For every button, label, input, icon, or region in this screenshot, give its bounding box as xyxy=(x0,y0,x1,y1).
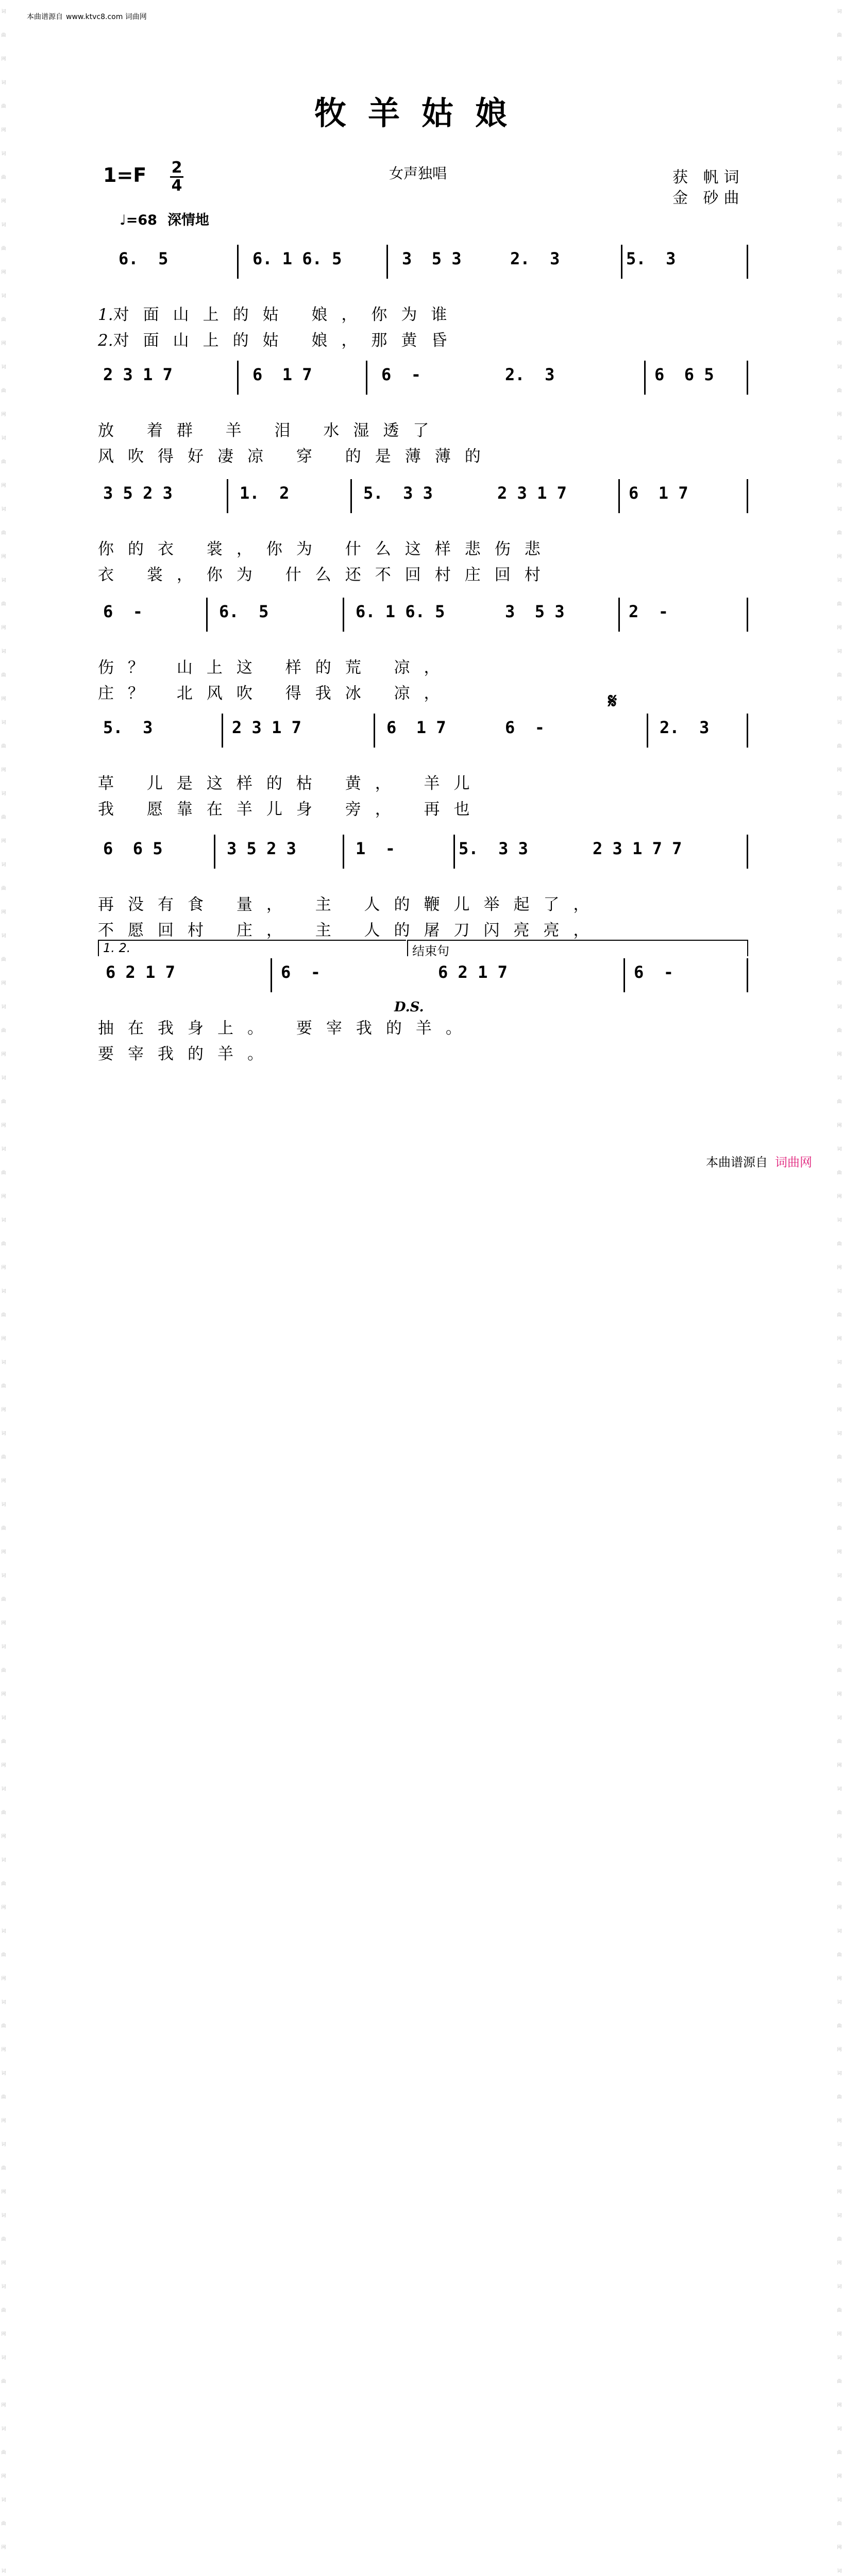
measure: 1 - xyxy=(356,839,396,858)
bar-line xyxy=(453,835,455,869)
lyric-text: 你的衣 裳，你为 什么这样悲伤悲 xyxy=(98,540,554,558)
lyric-text: 庄？ 北风吹 得我冰 凉， xyxy=(98,684,454,703)
time-sig-top: 2 xyxy=(171,159,182,177)
time-signature xyxy=(170,160,183,194)
bar-line xyxy=(343,835,344,869)
notes-row xyxy=(98,598,748,632)
measure: 3 5 3 xyxy=(505,602,565,621)
header-source xyxy=(27,11,147,22)
lyric-line xyxy=(98,891,748,914)
bar-line xyxy=(214,835,215,869)
bar-line xyxy=(237,245,239,279)
lyric-text: 不愿回村 庄， 主 人的屠刀闪亮亮， xyxy=(98,921,603,940)
measure: 6 2 1 7 xyxy=(106,962,175,982)
bar-line xyxy=(222,714,223,748)
measure: 2. 3 xyxy=(660,718,710,737)
lyric-line xyxy=(98,1041,748,1064)
header-site-label: 本曲谱源自 xyxy=(27,13,63,21)
bar-line xyxy=(227,479,228,513)
bar-line xyxy=(618,479,620,513)
bar-line xyxy=(374,714,375,748)
notes-row xyxy=(98,479,748,513)
measure: 6 - xyxy=(103,602,143,621)
lyric-line xyxy=(98,1015,748,1038)
composer-credit: 金 砂曲 xyxy=(672,189,745,207)
bar-line xyxy=(644,361,646,395)
bar-line xyxy=(747,245,748,279)
lyric-text: 再没有食 量， 主 人的鞭儿举起了， xyxy=(98,895,603,914)
lyric-line xyxy=(98,417,748,440)
footer-source-label: 本曲谱源自 xyxy=(706,1155,768,1170)
notes-row xyxy=(98,361,748,395)
bar-line xyxy=(647,714,648,748)
measure: 6 1 7 xyxy=(629,483,688,503)
measure: 2 3 1 7 xyxy=(497,483,567,503)
measure: 3 5 2 3 xyxy=(227,839,296,858)
left-watermark-strip: 词曲网词曲网词曲网词曲网词曲网词曲网词曲网词曲网词曲网词曲网词曲网词曲网词曲网词曲网词曲网词曲网词曲网词曲网词曲网词曲网词曲网词曲网词曲网词曲网词曲网词曲网词曲网词曲网词曲网词曲网词曲网词曲网词曲网词曲网词曲网词曲网词 xyxy=(1,9,6,2574)
footer-source xyxy=(706,1152,812,1170)
lyric-text: 放 着群 羊 泪 水湿透了 xyxy=(98,421,443,440)
lyric-line xyxy=(98,680,748,703)
lyric-text: 草 儿是这样的枯 黄， 羊儿 xyxy=(98,774,484,793)
bar-line xyxy=(366,361,367,395)
lyric-text: 风吹得好凄凉 穿 的是薄薄的 xyxy=(98,447,495,466)
lyric-text: 伤？ 山上这 样的荒 凉， xyxy=(98,658,454,677)
measure: 6 - xyxy=(505,718,545,737)
bar-line xyxy=(237,361,239,395)
measure: 2 3 1 7 xyxy=(103,365,173,384)
bar-line xyxy=(618,598,620,632)
header-url[interactable]: www.ktvc8.com 词曲网 xyxy=(66,13,147,21)
measure: 6 - xyxy=(281,962,321,982)
bar-line xyxy=(206,598,208,632)
lyric-text: 抽在我身上。 要宰我的羊。 xyxy=(98,1019,476,1038)
measure: 3 5 2 3 xyxy=(103,483,173,503)
measure: 2 - xyxy=(629,602,669,621)
notes-row xyxy=(98,245,748,279)
lyric-text: 对面山上的姑 娘，你为谁 xyxy=(113,306,461,324)
bar-line xyxy=(386,245,388,279)
notes-row xyxy=(98,958,748,992)
lyric-line xyxy=(98,536,748,559)
expression-mark: 深情地 xyxy=(167,212,209,228)
measure: 2. 3 xyxy=(505,365,555,384)
volta-first-ending: 1. 2. xyxy=(98,940,406,956)
credits xyxy=(672,167,745,209)
time-sig-bottom: 4 xyxy=(171,177,182,195)
measure: 6. 1 6. 5 xyxy=(356,602,445,621)
segno-sign: 𝄋 xyxy=(608,689,617,713)
measure: 6 2 1 7 xyxy=(438,962,508,982)
bar-line xyxy=(747,835,748,869)
tempo-marking xyxy=(120,209,209,229)
bar-line xyxy=(343,598,344,632)
measure: 3 5 3 xyxy=(402,249,462,268)
song-title: 牧羊姑娘 xyxy=(314,94,529,132)
lyric-line xyxy=(98,562,748,585)
lyric-line xyxy=(98,327,748,350)
tempo-value: ♩=68 xyxy=(120,212,157,228)
measure: 1. 2 xyxy=(240,483,290,503)
measure: 6 - xyxy=(634,962,674,982)
lyric-text: 要宰我的羊。 xyxy=(98,1045,277,1063)
measure: 6. 5 xyxy=(219,602,269,621)
measure: 5. 3 3 xyxy=(363,483,433,503)
lyric-line xyxy=(98,770,748,793)
lyric-line xyxy=(98,301,748,325)
measure: 6. 1 6. 5 xyxy=(252,249,342,268)
measure: 6. 5 xyxy=(119,249,168,268)
bar-line xyxy=(350,479,352,513)
measure: 6 6 5 xyxy=(103,839,163,858)
lyricist-credit: 获 帆词 xyxy=(672,168,745,187)
measure: 2. 3 xyxy=(510,249,560,268)
lyric-line xyxy=(98,917,748,940)
bar-line xyxy=(271,958,272,992)
measure: 5. 3 3 xyxy=(459,839,528,858)
measure: 5. 3 xyxy=(103,718,153,737)
key-signature: 1=F xyxy=(103,164,147,187)
lyric-text: 衣 裳，你为 什么还不回村庄回村 xyxy=(98,566,554,584)
notes-row xyxy=(98,714,748,748)
bar-line xyxy=(623,958,625,992)
dal-segno-mark: D.S. xyxy=(394,999,424,1015)
bar-line xyxy=(747,958,748,992)
bar-line xyxy=(747,361,748,395)
lyric-line xyxy=(98,796,748,819)
lyric-line xyxy=(98,443,748,466)
measure: 6 6 5 xyxy=(654,365,714,384)
measure: 6 1 7 xyxy=(386,718,446,737)
right-watermark-strip: 词曲网词曲网词曲网词曲网词曲网词曲网词曲网词曲网词曲网词曲网词曲网词曲网词曲网词曲网词曲网词曲网词曲网词曲网词曲网词曲网词曲网词曲网词曲网词曲网词曲网词曲网词曲网词曲网词曲网词曲网词曲网词曲网词曲网词曲网词曲网词曲网词 xyxy=(837,9,842,2574)
lyric-text: 对面山上的姑 娘，那黄昏 xyxy=(113,331,461,350)
verse-number: 2. xyxy=(98,331,113,350)
volta-ending-phrase: 结束句 xyxy=(407,940,748,956)
measure: 5. 3 xyxy=(626,249,676,268)
notes-row xyxy=(98,835,748,869)
measure: 2 3 1 7 7 xyxy=(593,839,682,858)
measure: 6 - xyxy=(381,365,422,384)
measure: 2 3 1 7 xyxy=(232,718,301,737)
measure: 6 1 7 xyxy=(252,365,312,384)
lyric-text: 我 愿靠在羊儿身 旁， 再也 xyxy=(98,800,484,819)
lyric-line xyxy=(98,654,748,677)
bar-line xyxy=(747,598,748,632)
verse-number: 1. xyxy=(98,306,113,324)
bar-line xyxy=(747,714,748,748)
footer-site-name[interactable]: 词曲网 xyxy=(775,1155,812,1170)
performance-note: 女声独唱 xyxy=(389,165,447,182)
bar-line xyxy=(621,245,622,279)
bar-line xyxy=(747,479,748,513)
